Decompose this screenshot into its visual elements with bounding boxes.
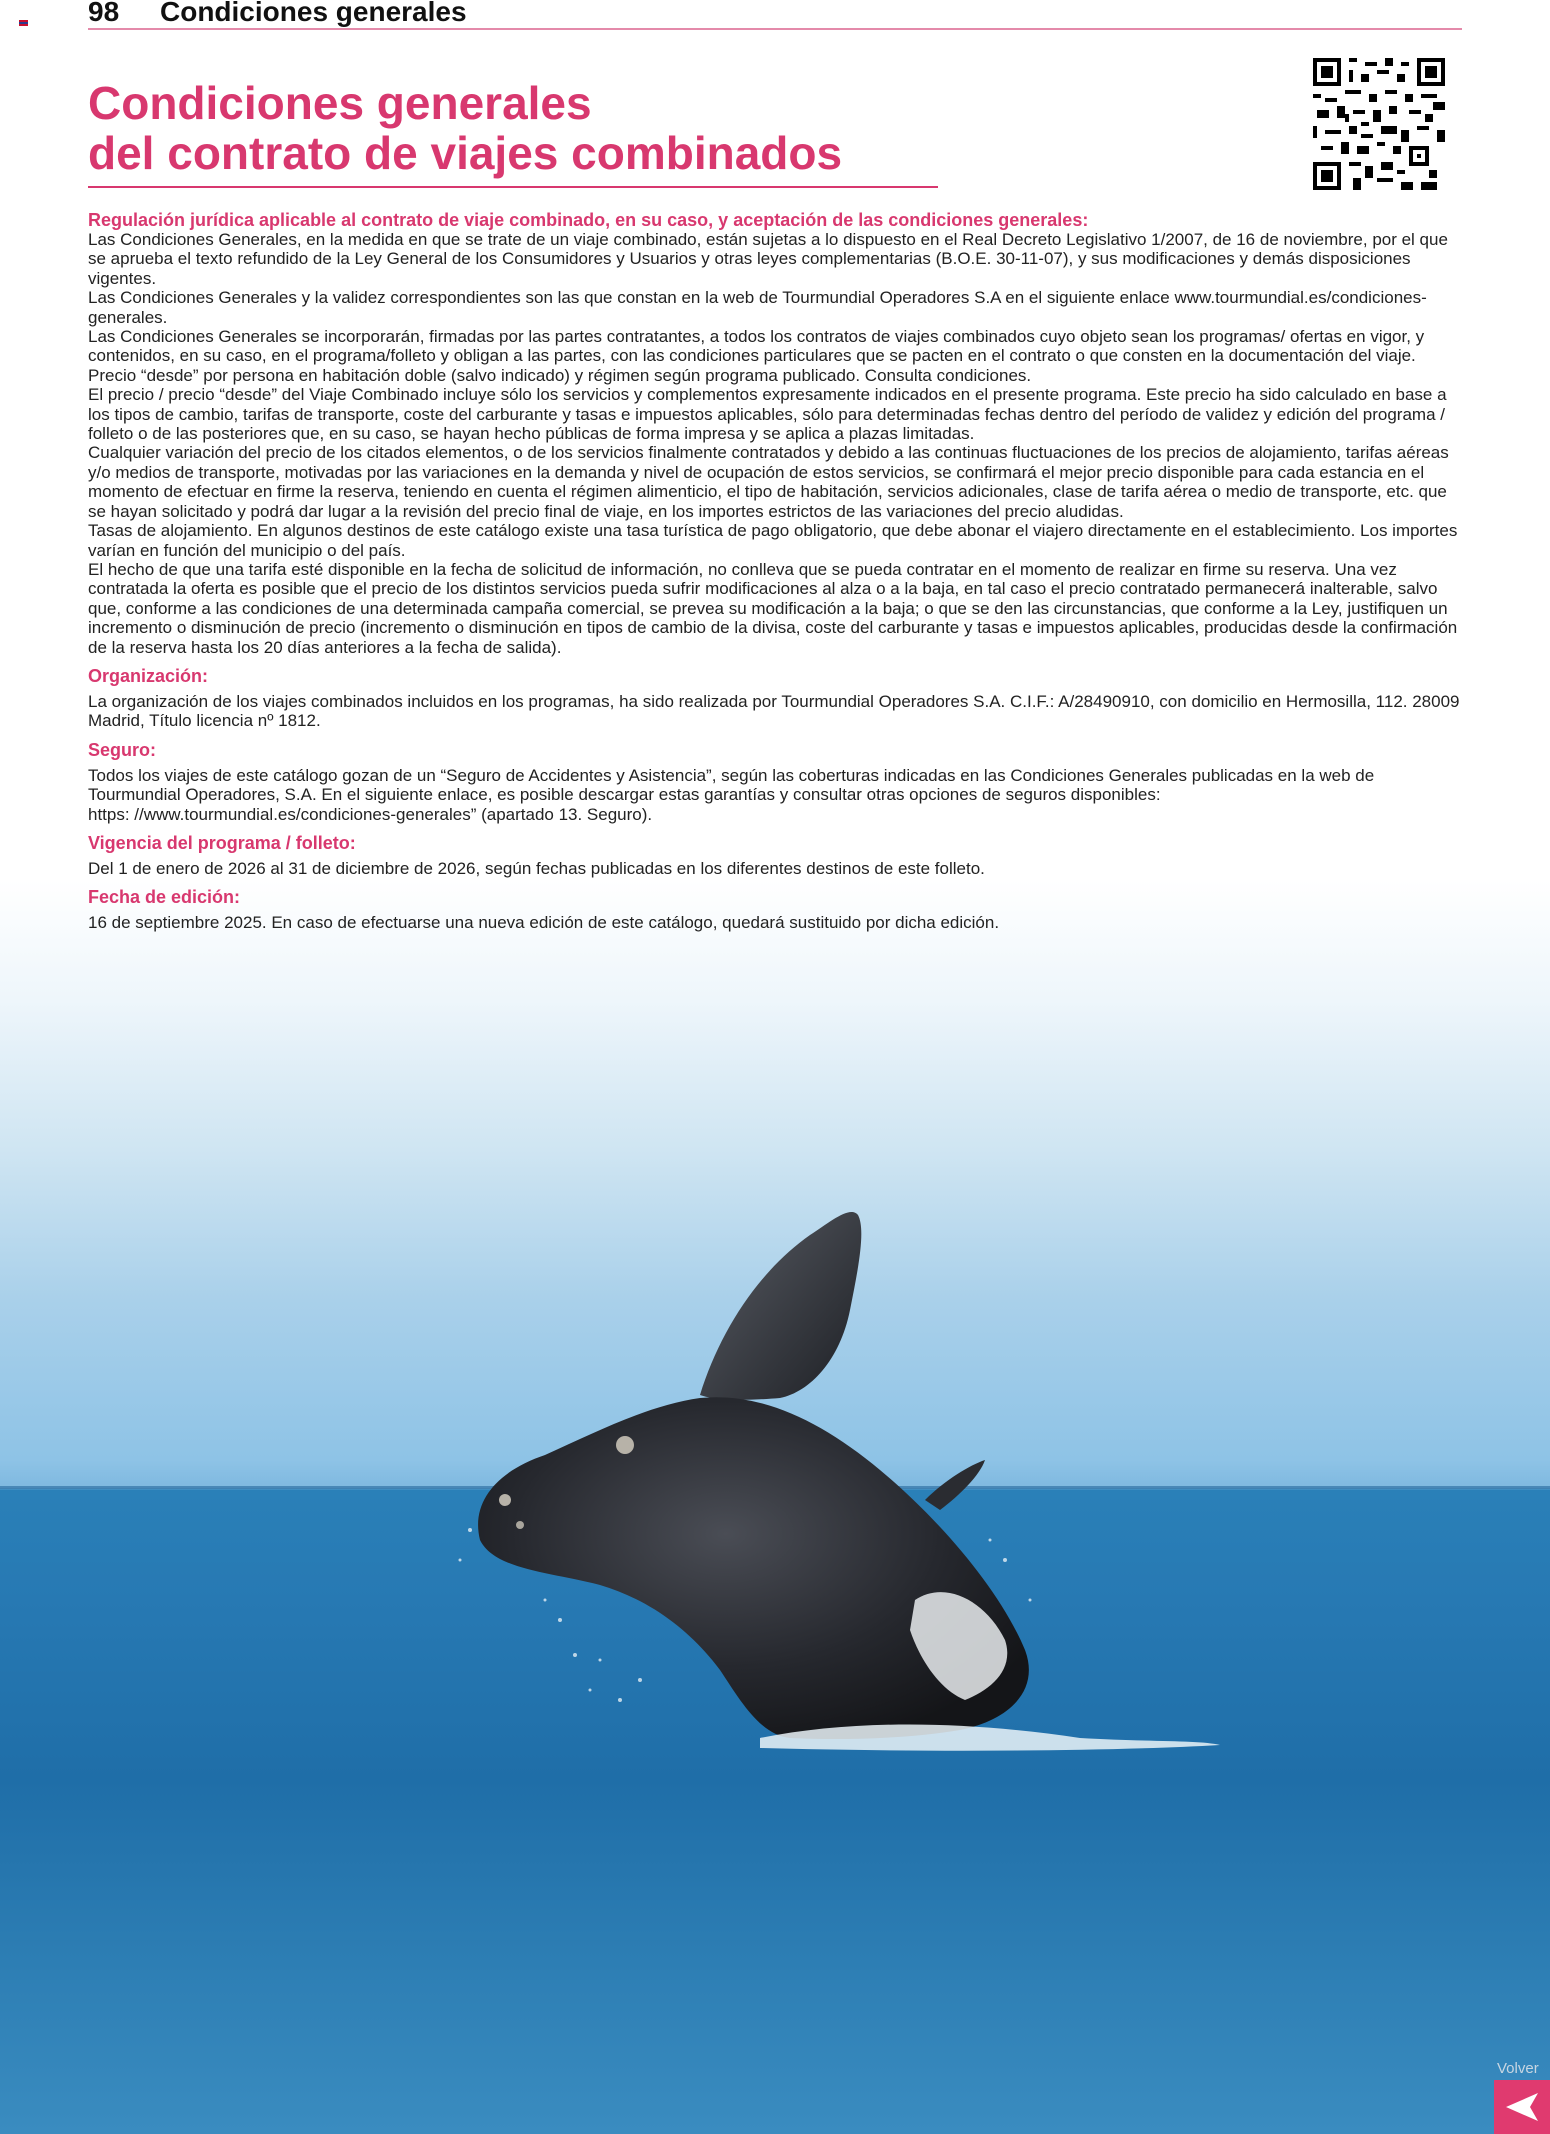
arrow-left-icon	[1504, 2092, 1540, 2122]
page-title-line-2: del contrato de viajes combinados	[88, 127, 843, 179]
header-title: Condiciones generales	[160, 0, 467, 27]
terms-content	[88, 210, 1464, 933]
page-header	[88, 0, 1462, 30]
section-heading-organizacion: Organización:	[88, 665, 209, 686]
qr-code-icon[interactable]	[1313, 58, 1445, 190]
page-title-line-1: Condiciones generales	[88, 77, 592, 129]
organizacion-text: La organización de los viajes combinados incluidos en los programas, ha sido realizada por Tourmundial Operadores S.A. C.I.F.: A/28490910, con domicilio en Hermosilla, 112. 28009 Madrid, Título licencia nº 1812.	[88, 691, 1460, 731]
paragraph: Las Condiciones Generales se incorporarán, firmadas por las partes contratantes, a todos los contratos de viajes combinados cuyo objeto sean los programas/ ofertas en vigor, y contenidos, en su caso, en el programa/folleto y obligan a las partes, con las condiciones particulares que se pacten en el contrato o que consten en la documentación del viaje.	[88, 327, 1425, 366]
back-label[interactable]: Volver	[1497, 2060, 1539, 2077]
section-heading-fecha: Fecha de edición:	[88, 887, 241, 908]
page-title	[88, 78, 938, 188]
seguro-text: Todos los viajes de este catálogo gozan de un “Seguro de Accidentes y Asistencia”, según las coberturas indicadas en las Condiciones Generales publicadas en la web de Tourmundial Operadores, S.A. En el siguiente enlace, es posible descargar estas garantías y consultar otras opciones de seguros disponibles:	[88, 765, 1375, 805]
paragraph: Las Condiciones Generales y la validez correspondientes son las que constan en la web de Tourmundial Operadores S.A en el siguiente enlace www.tourmundial.es/condiciones-generales.	[88, 288, 1427, 327]
seguro-link[interactable]: https: //www.tourmundial.es/condiciones-generales” (apartado 13. Seguro).	[88, 804, 653, 824]
paragraph: El hecho de que una tarifa esté disponible en la fecha de solicitud de información, no conlleva que se pueda contratar en el momento de realizar en firme su reserva. Una vez contratada la oferta es posible que el precio de los distintos servicios pueda sufrir modificaciones al alza o a la baja, en tal caso el precio contratado permanecerá inalterable, salvo que, conforme a las condiciones de una determinada campaña comercial, se prevea su modificación a la baja; o que se den las circunstancias, que conforme a la Ley, justifiquen un incremento o disminución de precio (incremento o disminución en tipos de cambio de la divisa, coste del carburante y tasas e impuestos aplicables, producidas desde la confirmación de la reserva hasta los 20 días anteriores a la fecha de salida).	[88, 559, 1458, 657]
section-heading-seguro: Seguro:	[88, 739, 157, 760]
section-heading-regulacion: Regulación jurídica aplicable al contrato de viaje combinado, en su caso, y aceptación de las condiciones generales:	[88, 210, 1089, 230]
paragraph: Las Condiciones Generales, en la medida en que se trate de un viaje combinado, están sujetas a lo dispuesto en el Real Decreto Legislativo 1/2007, de 16 de noviembre, por el que se aprueba el texto refundido de la Ley General de los Consumidores y Usuarios y otras leyes complementarias (B.O.E. 30-11-07), y sus modificaciones y demás disposiciones vigentes.	[88, 230, 1448, 288]
back-button[interactable]	[1494, 2080, 1550, 2134]
page-number: 98	[88, 0, 120, 27]
section-heading-vigencia: Vigencia del programa / folleto:	[88, 832, 356, 853]
paragraph: Precio “desde” por persona en habitación doble (salvo indicado) y régimen según programa publicado. Consulta condiciones.	[88, 365, 1032, 385]
section-body-regulacion	[88, 230, 1464, 657]
flag-icon	[19, 20, 28, 26]
paragraph: Cualquier variación del precio de los citados elementos, o de los servicios finalmente contratados y debido a las continuas fluctuaciones de los precios de alojamiento, tarifas aéreas y/o medios de transporte, motivadas por las variaciones en la demanda y nivel de ocupación de estos servicios, se confirmará el mejor precio disponible para cada estancia en el momento de efectuar en firme la reserva, teniendo en cuenta el régimen alimenticio, el tipo de habitación, servicios adicionales, clase de tarifa aérea o medio de transporte, etc. que se hayan solicitado y podrá dar lugar a la revisión del precio final de viaje, en los importes estrictos de las variaciones del precio aludidas.	[88, 443, 1449, 521]
fecha-text: 16 de septiembre 2025. En caso de efectuarse una nueva edición de este catálogo, quedará sustituido por dicha edición.	[88, 913, 1000, 933]
paragraph: Tasas de alojamiento. En algunos destinos de este catálogo existe una tasa turística de pago obligatorio, que debe abonar el viajero directamente en el establecimiento. Los importes varían en función del municipio o del país.	[88, 521, 1458, 560]
vigencia-text: Del 1 de enero de 2026 al 31 de diciembre de 2026, según fechas publicadas en los diferentes destinos de este folleto.	[88, 858, 985, 878]
paragraph: El precio / precio “desde” del Viaje Combinado incluye sólo los servicios y complementos expresamente indicados en el presente programa. Este precio ha sido calculado en base a los tipos de cambio, tarifas de transporte, coste del carburante y tasas e impuestos aplicables, sólo para determinadas fechas dentro del período de validez y edición del programa / folleto o de las posteriores que, en su caso, se hayan hecho públicas de forma impresa y se aplica a plazas limitadas.	[88, 385, 1447, 444]
